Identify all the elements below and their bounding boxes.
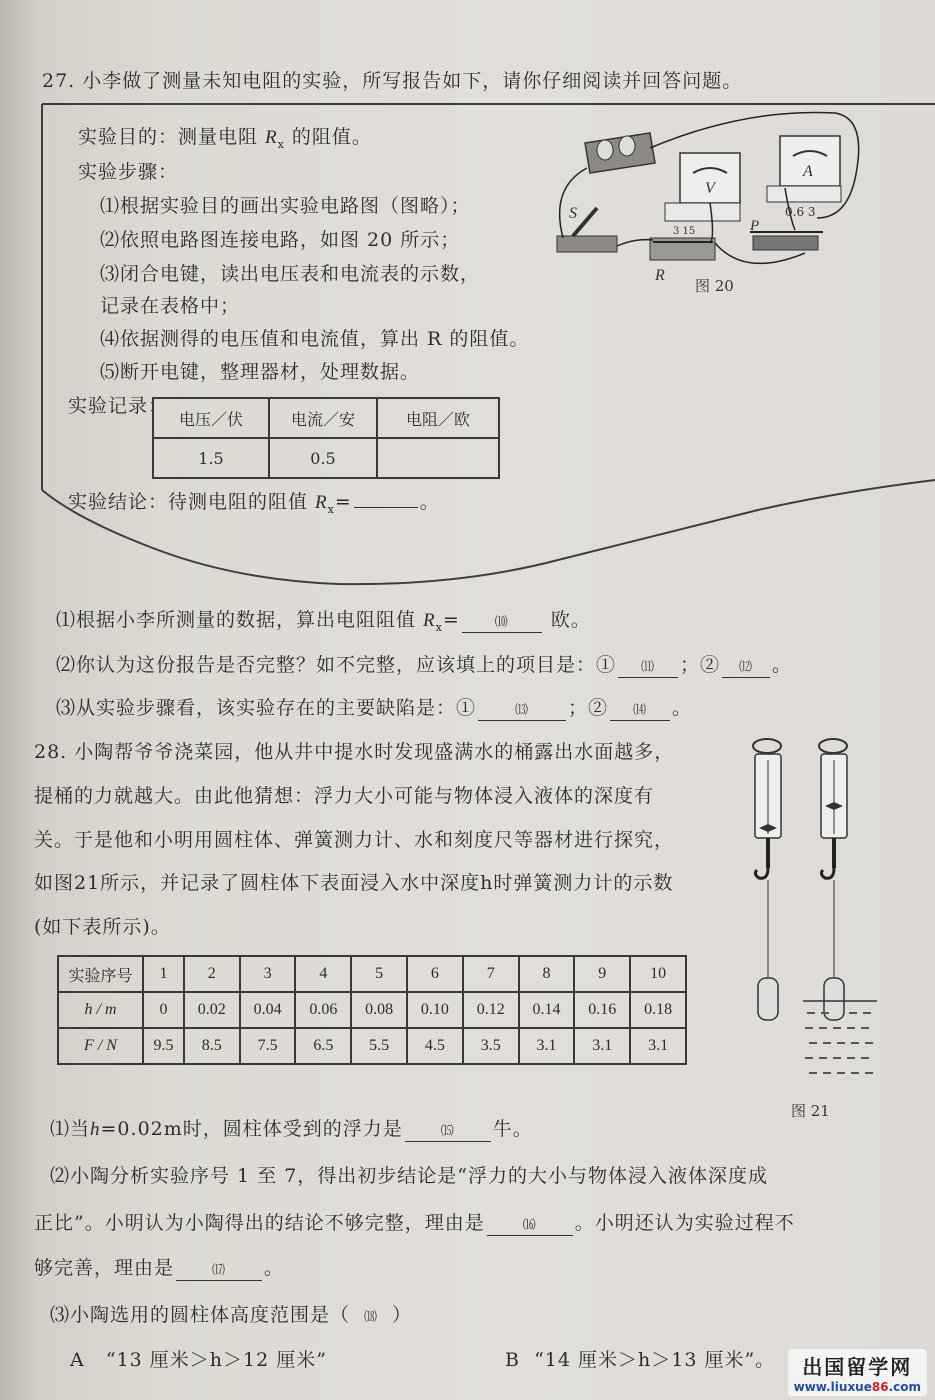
q28-intro-1: 28. 小陶帮爷爷浇菜园，他从井中提水时发现盛满水的桶露出水面越多， xyxy=(34,741,675,763)
svg-text:R: R xyxy=(655,267,665,284)
q28-sub-1: ⑴当h=0.02m时，圆柱体受到的浮力是 ⒂ 牛。 xyxy=(50,1118,533,1140)
step-5: ⑸断开电键，整理器材，处理数据。 xyxy=(100,361,421,383)
row-label: h / m xyxy=(58,992,143,1028)
blank-11[interactable]: ⑾ xyxy=(618,659,678,678)
svg-text:A: A xyxy=(803,163,813,180)
option-a[interactable]: A “13 厘米＞h＞12 厘米” xyxy=(70,1349,327,1371)
svg-text:0.6 3: 0.6 3 xyxy=(785,205,816,219)
record-table xyxy=(152,397,500,479)
cell-resistance xyxy=(377,438,499,478)
q28-sub-2-line-3: 够完善，理由是 ⒄ 。 xyxy=(34,1257,285,1279)
spring-scale-icon xyxy=(753,739,781,1020)
svg-text:P: P xyxy=(750,218,760,234)
record-heading: 实验记录： xyxy=(68,395,169,417)
step-1: ⑴根据实验目的画出实验电路图（图略）； xyxy=(100,195,471,217)
blank-12[interactable]: ⑿ xyxy=(722,659,770,678)
svg-text:3 15: 3 15 xyxy=(673,226,696,237)
conclusion-blank[interactable] xyxy=(354,507,418,508)
report-conclusion: 实验结论：待测电阻的阻值 $R_x=$ 。 xyxy=(68,491,440,516)
blank-17[interactable]: ⒄ xyxy=(176,1262,262,1281)
voltmeter-icon xyxy=(665,153,740,237)
q28-intro-2: 提桶的力就越大。由此他猜想：浮力大小可能与物体浸入液体的深度有 xyxy=(34,785,655,807)
ammeter-icon xyxy=(767,136,841,219)
q28-intro-5: (如下表所示)。 xyxy=(34,916,171,938)
cell-voltage: 1.5 xyxy=(153,438,269,478)
battery-icon xyxy=(585,133,655,173)
header-current: 电流／安 xyxy=(269,398,377,438)
q27-sub-1: ⑴根据小李所测量的数据，算出电阻阻值 $R_x=$ ⑽ 欧。 xyxy=(56,609,591,634)
report-purpose: 实验目的：测量电阻 $R_x$ 的阻值。 xyxy=(78,126,372,151)
q27-sub-2: ⑵你认为这份报告是否完整？如不完整，应该填上的项目是：① ⑾ ；② ⑿ 。 xyxy=(56,654,793,676)
rheostat-icon xyxy=(749,218,823,250)
blank-10[interactable]: ⑽ xyxy=(462,614,542,633)
steps-heading: 实验步骤： xyxy=(78,161,179,183)
figure-21-caption: 图 21 xyxy=(791,1102,830,1120)
cell-current: 0.5 xyxy=(269,438,377,478)
q28-intro-4: 如图21所示，并记录了圆柱体下表面浸入水中深度h时弹簧测力计的示数 xyxy=(34,872,674,894)
q28-sub-2-line-1: ⑵小陶分析实验序号 1 至 7，得出初步结论是“浮力的大小与物体浸入液体深度成 xyxy=(50,1165,769,1187)
step-2: ⑵依照电路图连接电路，如图 20 所示； xyxy=(100,229,461,251)
table-row-f: F / N 9.5 8.5 7.5 6.5 5.5 4.5 3.5 3.1 3.1 3.1 xyxy=(58,1028,686,1064)
step-3-cont: 记录在表格中； xyxy=(100,295,241,317)
spring-scale-figure-21 xyxy=(745,738,915,1123)
watermark-logo: 出国留学网 www.liuxue86.com xyxy=(788,1349,927,1396)
q28-intro-3: 关。于是他和小明用圆柱体、弹簧测力计、水和刻度尺等器材进行探究， xyxy=(34,829,675,851)
q28-sub-2-line-2: 正比”。小明认为小陶得出的结论不够完整，理由是 ⒃ 。小明还认为实验过程不 xyxy=(34,1212,795,1234)
svg-text:V: V xyxy=(705,180,715,197)
question-27-title: 27. 小李做了测量未知电阻的实验，所写报告如下，请你仔细阅读并回答问题。 xyxy=(42,70,743,92)
q28-sub-3: ⑶小陶选用的圆柱体高度范围是（ ⒅ ） xyxy=(50,1304,413,1326)
blank-18[interactable]: ⒅ xyxy=(364,1310,379,1325)
table-row-seq: 实验序号 1 2 3 4 5 6 7 8 9 10 xyxy=(58,956,686,992)
header-resistance: 电阻／欧 xyxy=(377,398,499,438)
step-3: ⑶闭合电键，读出电压表和电流表的示数， xyxy=(100,263,481,285)
blank-16[interactable]: ⒃ xyxy=(487,1217,573,1236)
buoyancy-data-table xyxy=(57,955,687,1065)
header-voltage: 电压／伏 xyxy=(153,398,269,438)
step-4: ⑷依据测得的电压值和电流值，算出 R 的阻值。 xyxy=(100,328,530,350)
row-label: 实验序号 xyxy=(58,956,143,992)
switch-icon xyxy=(557,205,617,252)
row-label: F / N xyxy=(58,1028,143,1064)
blank-13[interactable]: ⒀ xyxy=(478,702,566,721)
option-b[interactable]: B “14 厘米＞h＞13 厘米”。 xyxy=(505,1349,776,1371)
blank-15[interactable]: ⒂ xyxy=(405,1123,491,1142)
circuit-figure-20 xyxy=(545,108,865,293)
figure-20-caption: 图 20 xyxy=(695,277,734,293)
svg-text:S: S xyxy=(569,205,577,222)
table-row-h: h / m 0 0.02 0.04 0.06 0.08 0.10 0.12 0.14 0.16 0.18 xyxy=(58,992,686,1028)
blank-14[interactable]: ⒁ xyxy=(610,702,670,721)
spring-scale-icon xyxy=(819,739,847,1020)
q27-sub-3: ⑶从实验步骤看，该实验存在的主要缺陷是：① ⒀ ；② ⒁ 。 xyxy=(56,697,693,719)
watermark-url: www.liuxue86.com xyxy=(793,1380,921,1394)
